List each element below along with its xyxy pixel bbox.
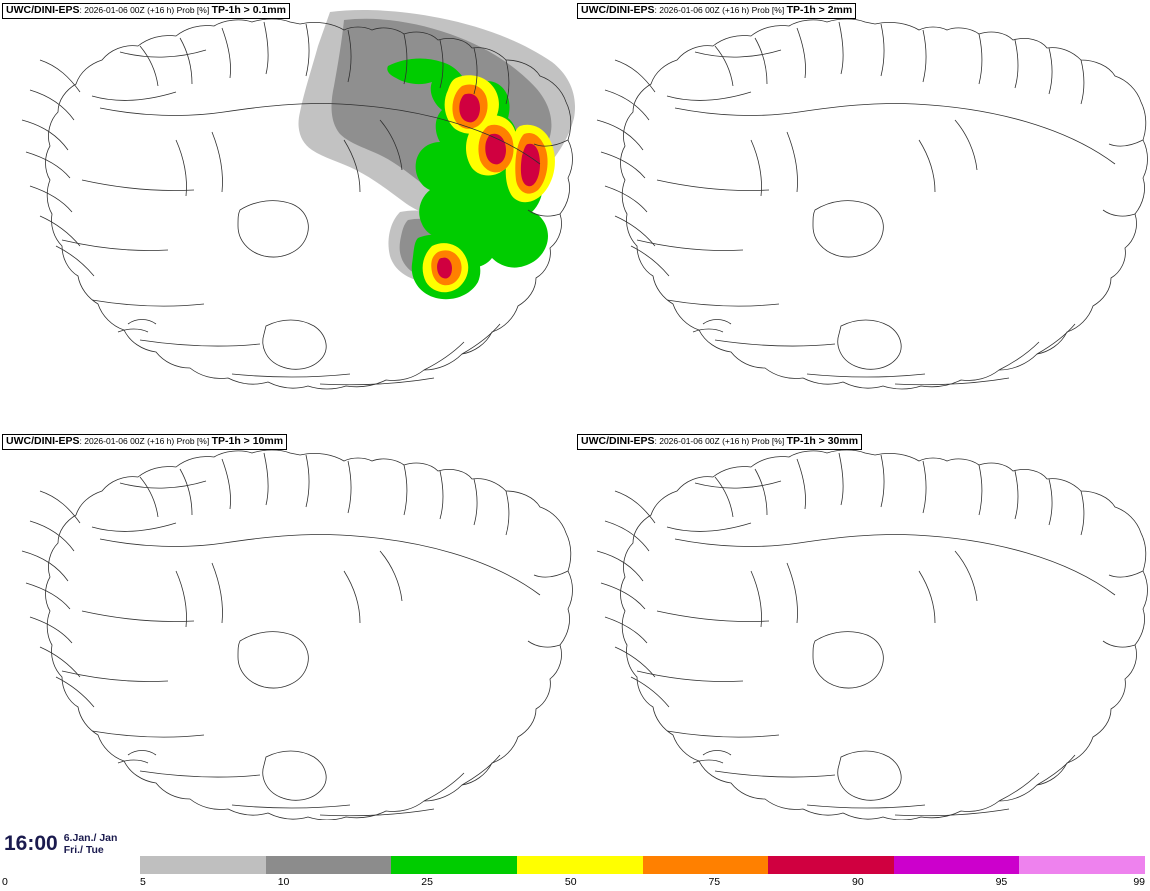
map-canvas-10mm[interactable] [0,431,575,861]
colorbar-tick-75: 75 [708,876,721,888]
probability-shading-layer [299,10,576,299]
footer-bar [0,820,1150,891]
coastline-layer [22,450,573,820]
probability-colorbar [140,856,1145,874]
map-canvas-0.1mm[interactable] [0,0,575,430]
valid-date-line1: 6.Jan./ Jan [63,832,118,844]
panel-threshold-label: TP-1h > 10mm [211,435,284,447]
colorbar-tick-95: 95 [995,876,1008,888]
panel-threshold-label: TP-1h > 2mm [786,4,853,16]
map-panel-tp1h-30mm[interactable] [575,431,1150,861]
colorbar-segment-0 [140,856,266,874]
colorbar-tick-labels [0,876,1150,890]
colorbar-tick-10: 10 [277,876,290,888]
coastline-layer [597,450,1148,820]
panel-meta-label: : 2026-01-06 00Z (+16 h) Prob [%] [654,436,787,446]
panel-title-2mm [577,3,856,19]
map-panel-tp1h-0.1mm[interactable] [0,0,575,430]
panel-model-label: UWC/DINI-EPS [6,4,80,16]
colorbar-tick-25: 25 [421,876,433,888]
colorbar-tick-0: 0 [2,876,8,888]
panel-threshold-label: TP-1h > 0.1mm [211,4,286,16]
panel-title-30mm [577,434,862,450]
panel-model-label: UWC/DINI-EPS [581,435,655,447]
colorbar-segment-4 [643,856,769,874]
colorbar-segment-7 [1019,856,1145,874]
panel-threshold-label: TP-1h > 30mm [786,435,859,447]
panel-title-10mm [2,434,287,450]
panel-meta-label: : 2026-01-06 00Z (+16 h) Prob [%] [654,5,787,15]
panel-title-0.1mm [2,3,290,19]
panel-model-label: UWC/DINI-EPS [581,4,655,16]
panel-meta-label: : 2026-01-06 00Z (+16 h) Prob [%] [79,5,212,15]
valid-date-block [64,832,118,856]
valid-time-hour: 16:00 [4,832,58,855]
colorbar-segment-1 [266,856,392,874]
colorbar-tick-50: 50 [564,876,577,888]
map-panel-tp1h-2mm[interactable] [575,0,1150,430]
map-panel-tp1h-10mm[interactable] [0,431,575,861]
map-canvas-30mm[interactable] [575,431,1150,861]
panel-meta-label: : 2026-01-06 00Z (+16 h) Prob [%] [79,436,212,446]
valid-time-stamp [4,832,117,856]
map-canvas-2mm[interactable] [575,0,1150,430]
colorbar-tick-99: 99 [1133,876,1145,888]
colorbar-segment-6 [894,856,1020,874]
colorbar-segment-3 [517,856,643,874]
panel-model-label: UWC/DINI-EPS [6,435,80,447]
coastline-layer [597,19,1148,389]
colorbar-segment-2 [391,856,517,874]
colorbar-tick-90: 90 [852,876,864,888]
colorbar-tick-5: 5 [140,876,146,888]
colorbar-segment-5 [768,856,894,874]
valid-date-line2: Fri./ Tue [63,844,104,856]
